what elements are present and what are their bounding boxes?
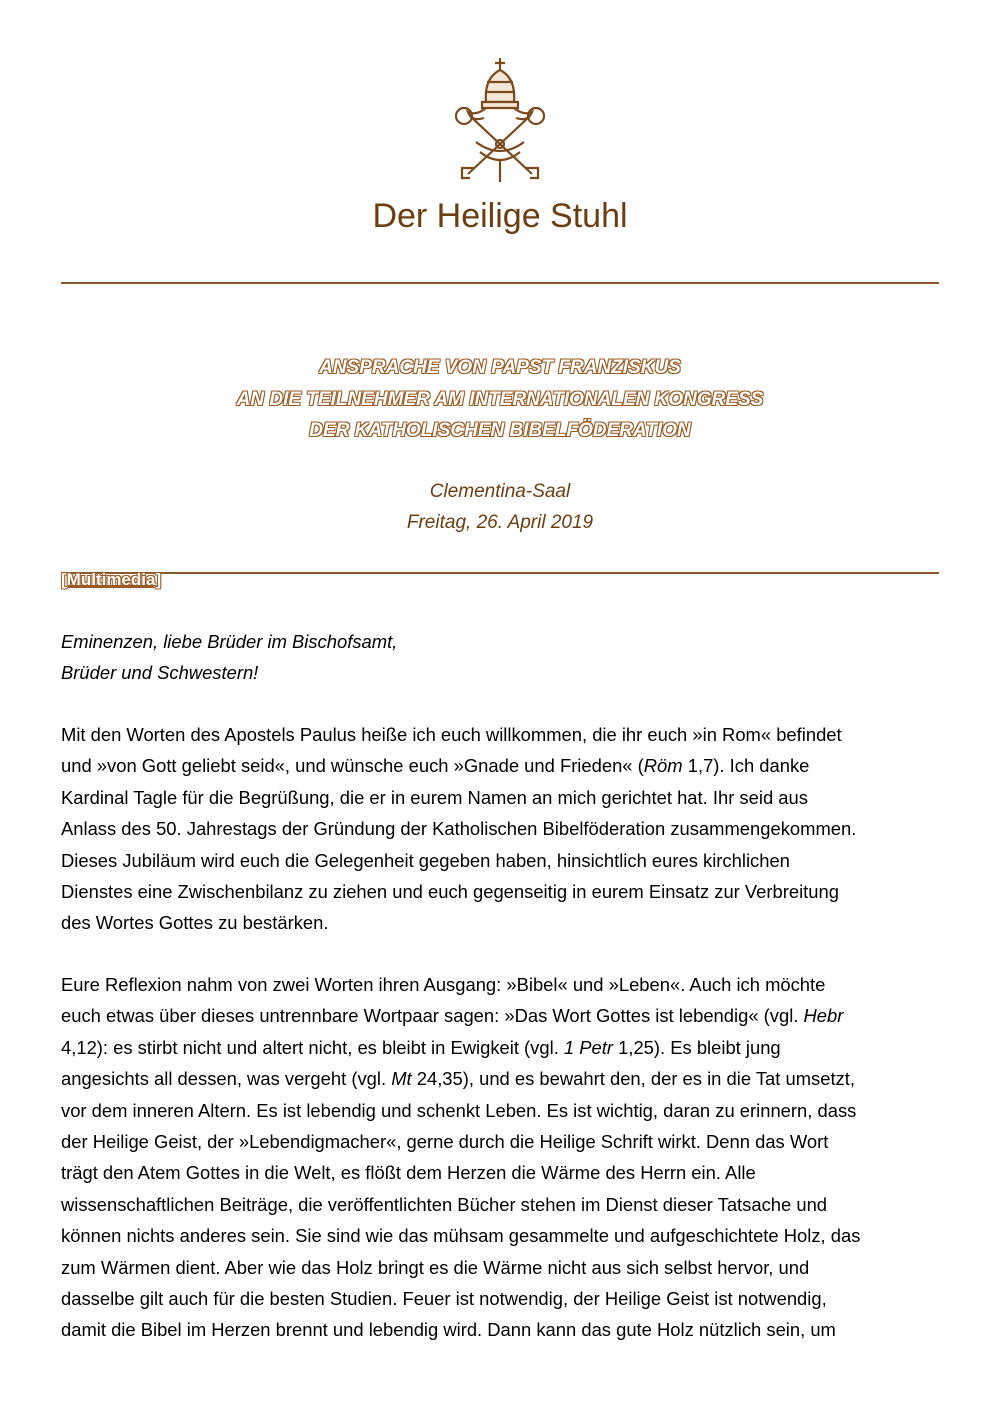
text-segment: angesichts all dessen, was vergeht (vgl.: [61, 1068, 392, 1090]
heading-line: AN DIE TEILNEHMER AM INTERNATIONALEN KONGRESS: [236, 388, 764, 410]
text-segment: 4,12): es stirbt nicht und altert nicht, es bleibt in Ewigkeit (vgl.: [61, 1036, 564, 1058]
text-line: [61, 750, 941, 781]
scripture-reference: Hebr: [803, 1005, 844, 1027]
text-segment: 1,25). Es bleibt jung: [613, 1036, 781, 1058]
text-line: wissenschaftlichen Beiträge, die veröffentlichten Bücher stehen im Dienst dieser Tatsache und: [61, 1193, 828, 1215]
text-line: trägt den Atem Gottes in die Welt, es flößt dem Herzen die Wärme des Herrn ein. Alle: [61, 1162, 756, 1184]
text-segment: euch etwas über dieses untrennbare Wortpaar sagen: »Das Wort Gottes ist lebendig« (vgl.: [61, 1005, 804, 1027]
papal-keys-tiara-emblem-icon: [446, 56, 554, 184]
text-line: Kardinal Tagle für die Begrüßung, die er in eurem Namen an mich gerichtet hat. Ihr seid aus: [61, 786, 808, 808]
text-line: zum Wärmen dient. Aber wie das Holz bringt es die Wärme nicht aus sich selbst hervor, und: [61, 1256, 810, 1278]
text-line: [61, 1032, 941, 1063]
text-segment: und »von Gott geliebt seid«, und wünsche euch »Gnade und Frieden« (: [61, 755, 644, 777]
text-line: können nichts anderes sein. Sie sind wie das mühsam gesammelte und aufgeschichtete Holz, das: [61, 1225, 861, 1247]
header-divider: [61, 282, 939, 284]
text-line: Mit den Worten des Apostels Paulus heiße ich euch willkommen, die ihr euch »in Rom« befindet: [61, 724, 842, 745]
text-line: [61, 1000, 941, 1031]
text-line: [61, 1063, 941, 1094]
multimedia-link[interactable]: [Multimedia]: [61, 570, 162, 589]
scripture-reference: Mt: [391, 1068, 412, 1090]
text-line: dasselbe gilt auch für die besten Studien. Feuer ist notwendig, der Heilige Geist ist notwendig,: [61, 1288, 827, 1310]
text-line: Eure Reflexion nahm von zwei Worten ihren Ausgang: »Bibel« und »Leben«. Auch ich möchte: [61, 974, 826, 995]
section-divider: [61, 572, 939, 574]
text-line: Anlass des 50. Jahrestags der Gründung der Katholischen Bibelföderation zusammengekommen.: [61, 818, 857, 840]
event-place: Clementina-Saal: [429, 481, 571, 502]
greeting-line: Eminenzen, liebe Brüder im Bischofsamt,: [61, 631, 398, 652]
greeting: [61, 626, 941, 689]
heading-line: DER KATHOLISCHEN BIBELFÖDERATION: [309, 420, 691, 441]
text-line: damit die Bibel im Herzen brennt und lebendig wird. Dann kann das gute Holz nützlich sein, um: [61, 1319, 836, 1341]
text-line: der Heilige Geist, der »Lebendigmacher«, gerne durch die Heilige Schrift wirkt. Denn das Wort: [61, 1131, 829, 1153]
heading-line: ANSPRACHE VON PAPST FRANZISKUS: [319, 357, 681, 378]
text-line: Dienstes eine Zwischenbilanz zu ziehen und euch gegenseitig in eurem Einsatz zur Verbreitung: [61, 881, 839, 903]
event-date: Freitag, 26. April 2019: [406, 512, 594, 533]
event-meta: [0, 476, 1000, 538]
scripture-reference: 1 Petr: [563, 1036, 613, 1058]
text-segment: 24,35), und es bewahrt den, der es in die Tat umsetzt,: [411, 1068, 855, 1090]
scripture-reference: Röm: [643, 755, 683, 777]
address-heading: [0, 352, 1000, 447]
paragraph-1: [61, 719, 941, 939]
text-line: des Wortes Gottes zu bestärken.: [61, 912, 329, 934]
paragraph-2: [61, 969, 941, 1346]
text-segment: 1,7). Ich danke: [682, 755, 810, 777]
text-line: vor dem inneren Altern. Es ist lebendig und schenkt Leben. Es ist wichtig, daran zu erinnern, dass: [61, 1099, 857, 1121]
greeting-line: Brüder und Schwestern!: [61, 662, 259, 684]
site-title: Der Heilige Stuhl: [372, 197, 628, 235]
text-line: Dieses Jubiläum wird euch die Gelegenheit gegeben haben, hinsichtlich eures kirchlichen: [61, 849, 790, 871]
